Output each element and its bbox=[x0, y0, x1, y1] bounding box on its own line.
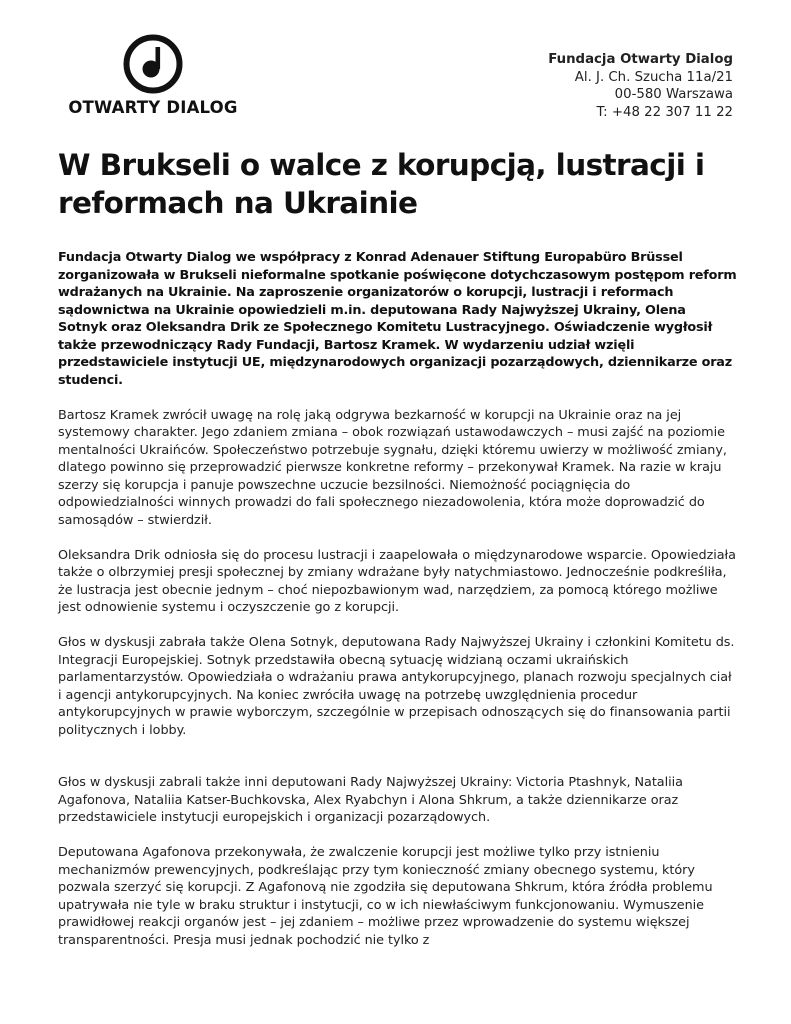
paragraph-drik: Oleksandra Drik odniosła się do procesu lustracji i zaapelowała o międzynarodowe wsparcie. Opowiedziała także o olbrzymiej presji społecznej by zmiany wdrażane były natychmiastowo. Jednocześnie podkreśliła, że lustracja jest obecnie jednym – choć niepozbawionym wad, narzędziem, za pomocą którego możliwe jest odnowienie systemu i oczyszczenie go z korupcji. bbox=[58, 547, 736, 615]
address-city: 00-580 Warszawa bbox=[614, 87, 733, 102]
article-lead: Fundacja Otwarty Dialog we współpracy z Konrad Adenauer Stiftung Europabüro Brüssel zorganizowała w Brukseli nieformalne spotkanie poświęcone dotychczasowym postępom reform wdrażanych na Ukrainie. Na zaproszenie organizatorów o korupcji, lustracji i reformach sądownictwa na Ukrainie opowiedzieli m.in. deputowana Rady Najwyższej Ukrainy, Olena Sotnyk oraz Oleksandra Drik ze Społecznego Komitetu Lustracyjnego. Oświadczenie wygłosił także przewodniczący Rady Fundacji, Bartosz Kramek. W wydarzeniu udział wzięli przedstawiciele instytucji UE, międzynarodowych organizacji pozarządowych, dziennikarze oraz studenci. bbox=[58, 250, 737, 388]
paragraph-sotnyk: Głos w dyskusji zabrała także Olena Sotnyk, deputowana Rady Najwyższej Ukrainy i członkini Komitetu ds. Integracji Europejskiej. Sotnyk przedstawiła obecną sytuację widzianą oczami ukraińskich parlamentarzystów. Opowiedziała o wdrażaniu prawa antykorupcyjnego, planach rozwoju specjalnych ciał i agencji antykorupcyjnych. Na koniec zwróciła uwagę na potrzebę uwzględnienia procedur antykorupcyjnych w prawie wyborczym, szczególnie w przepisach odnoszących się do finansowania partii politycznych i lobby. bbox=[58, 635, 735, 738]
paragraph-deputies: Głos w dyskusji zabrali także inni deputowani Rady Najwyższej Ukrainy: Victoria Ptashnyk, Nataliia Agafonova, Nataliia Katser-Buchkovska, Alex Ryabchyn i Alona Shkrum, a także dziennikarze oraz przedstawiciele instytucji europejskich i organizacji pozarządowych. bbox=[58, 775, 683, 825]
paragraph-kramek: Bartosz Kramek zwrócił uwagę na rolę jaką odgrywa bezkarność w korupcji na Ukrainie oraz na jej systemowy charakter. Jego zdaniem zmiana – obok rozwiązań ustawodawczych – musi zajść na poziomie mentalności Ukraińców. Społeczeństwo potrzebuje sygnału, dzięki któremu uwierzy w możliwość zmiany, dlatego powinno się przeprowadzić pierwsze konkretne reformy – przekonywał Kramek. Na razie w kraju szerzy się korupcja i panuje powszechne uczucie bezsilności. Niemożność pociągnięcia do odpowiedzialności winnych prowadzi do fali społecznego niezadowolenia, która może doprowadzić do samosądów – stwierdził. bbox=[58, 407, 727, 528]
paragraph-agafonova: Deputowana Agafonova przekonywała, że zwalczenie korupcji jest możliwe tylko przy istnieniu mechanizmów prewencyjnych, podkreślając przy tym konieczność zmiany obecnego systemu, który pozwala szerzyć się korupcji. Z Agafonovą nie zgodziła się deputowana Shkrum, która źródła problemu upatrywała nie tyle w braku struktur i instytucji, co w ich niewłaściwym funkcjonowaniu. Wymuszenie prawidłowej reakcji organów jest – jej zdaniem – możliwe przez wprowadzenie do systemu większej transparentności. Presja musi jednak pochodzić nie tylko z bbox=[58, 845, 713, 948]
article-title: W Brukseli o walce z korupcją, lustracji i reformach na Ukrainie bbox=[58, 148, 705, 220]
address-street: Al. J. Ch. Szucha 11a/21 bbox=[574, 69, 733, 85]
logo-text: OTWARTY DIALOG bbox=[68, 98, 238, 117]
otwarty-dialog-logo-icon bbox=[123, 34, 183, 94]
phone-number: T: +48 22 307 11 22 bbox=[596, 104, 733, 120]
logo bbox=[58, 34, 248, 122]
article-body bbox=[58, 249, 738, 967]
organization-name: Fundacja Otwarty Dialog bbox=[548, 52, 733, 67]
organization-address bbox=[548, 51, 733, 121]
